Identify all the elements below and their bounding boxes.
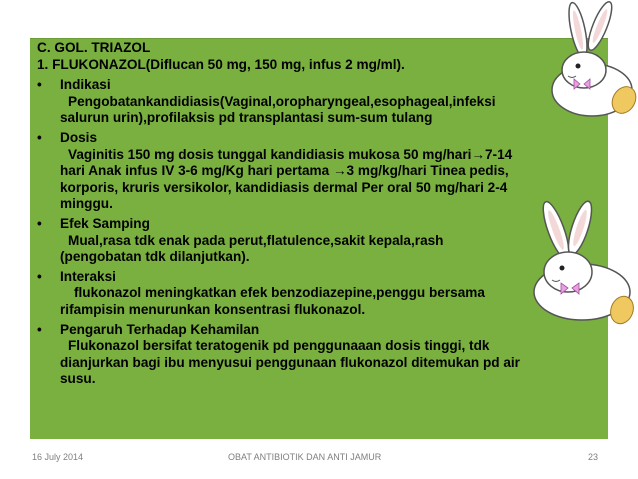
section-line: Mual,rasa tdk enak pada perut,flatulence,sakit kepala,rash bbox=[68, 232, 444, 248]
section-line: (pengobatan tdk dilanjutkan). bbox=[60, 249, 250, 265]
section-line: Vaginitis 150 mg dosis tunggal kandidiasis mukosa 50 mg/hari→7-14 bbox=[68, 146, 513, 162]
footer-date: 16 July 2014 bbox=[32, 452, 84, 462]
slide-title: C. GOL. TRIAZOL bbox=[37, 40, 151, 55]
footer-page-number: 23 bbox=[588, 452, 599, 462]
section-line: flukonazol meningkatkan efek benzodiazepine,penggu bersama bbox=[74, 285, 485, 301]
section-dosis bbox=[37, 130, 597, 147]
section-line: Flukonazol bersifat teratogenik pd penggunaaan dosis tinggi, tdk bbox=[68, 338, 490, 354]
section-heading: Dosis bbox=[60, 129, 98, 145]
section-heading: Pengaruh Terhadap Kehamilan bbox=[60, 321, 260, 337]
section-heading: Efek Samping bbox=[60, 215, 150, 231]
bullet-marker: • bbox=[37, 129, 42, 145]
section-heading: Indikasi bbox=[60, 77, 111, 93]
rabbit-with-egg-icon bbox=[512, 200, 638, 325]
section-line: hari Anak infus IV 3-6 mg/Kg hari pertama →3 mg/kg/hari Tinea pedis, bbox=[60, 163, 509, 179]
section-indikasi bbox=[37, 77, 597, 94]
bullet-marker: • bbox=[37, 215, 42, 231]
bullet-marker: • bbox=[37, 268, 42, 284]
bullet-marker: • bbox=[37, 77, 42, 93]
slide-footer bbox=[0, 452, 638, 468]
section-line: dianjurkan bagi ibu menyusui penggunaan flukonazol ditemukan pd air bbox=[60, 354, 520, 370]
bullet-marker: • bbox=[37, 321, 42, 337]
section-line: minggu. bbox=[60, 196, 113, 212]
footer-title: OBAT ANTIBIOTIK DAN ANTI JAMUR bbox=[228, 452, 382, 462]
rabbit-with-egg-icon bbox=[540, 0, 638, 120]
section-line: susu. bbox=[60, 371, 96, 387]
slide-subtitle: 1. FLUKONAZOL(Diflucan 50 mg, 150 mg, infus 2 mg/ml). bbox=[37, 56, 405, 72]
section-heading: Interaksi bbox=[60, 268, 116, 284]
section-line: korporis, kruris versikolor, kandidiasis dermal Per oral 50 mg/hari 2-4 bbox=[60, 179, 508, 195]
section-line: Pengobatankandidiasis(Vaginal,oropharyngeal,esophageal,infeksi bbox=[68, 93, 496, 109]
section-line: salurun urin),profilaksis pd transplantasi sum-sum tulang bbox=[60, 110, 433, 126]
section-line: rifampisin menurunkan konsentrasi flukonazol. bbox=[60, 301, 366, 317]
